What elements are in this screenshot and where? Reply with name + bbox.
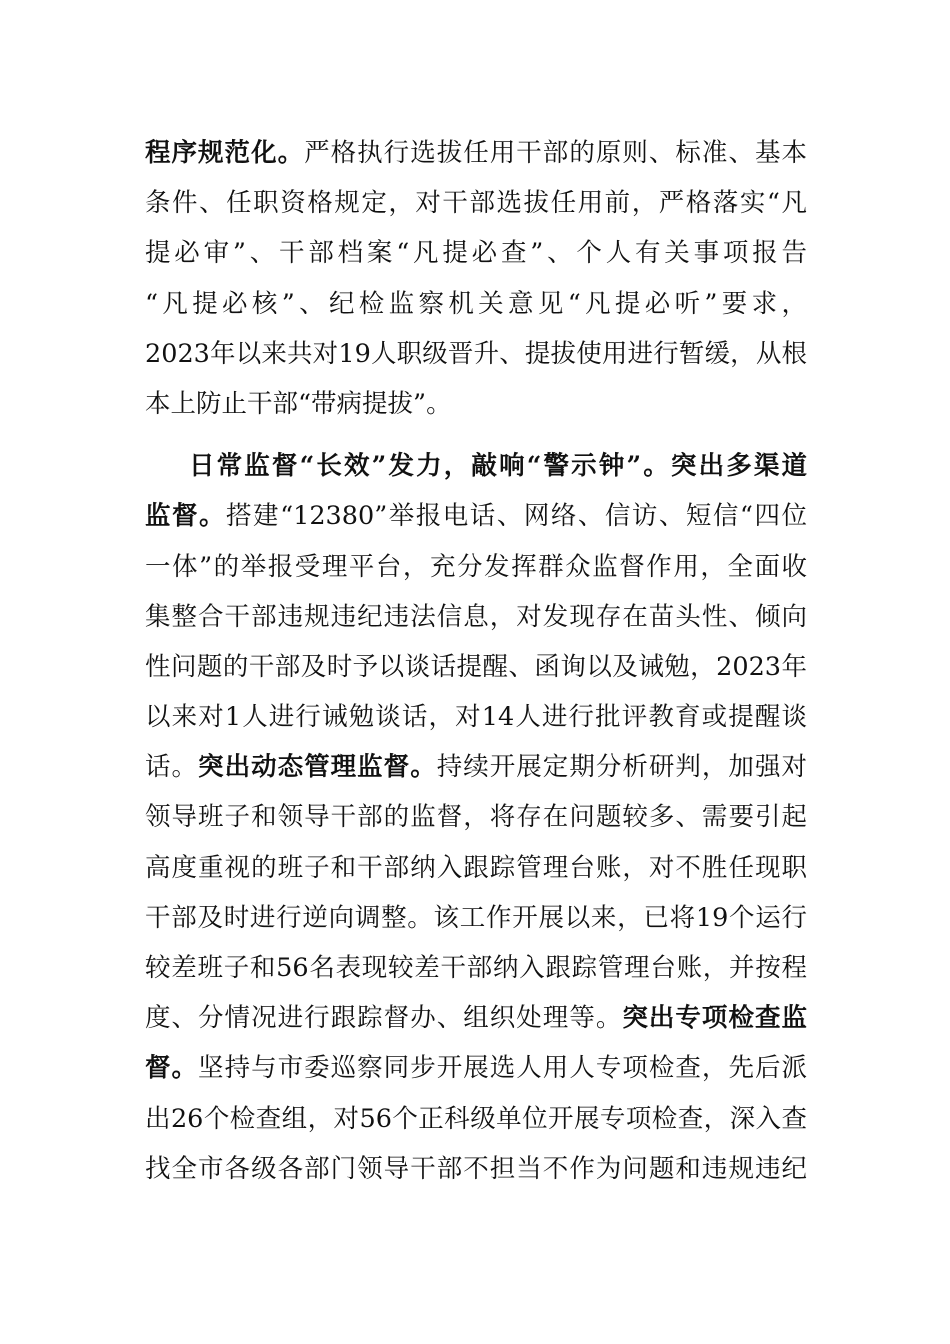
text-run: 严格执行选拔任用干部的原则、标准、基本 — [304, 138, 807, 168]
text-run: 条件、任职资格规定，对干部选拔任用前，严格落实“凡 — [145, 188, 807, 219]
text-line — [145, 178, 807, 228]
text-bold-heading: 督。 — [145, 1053, 199, 1084]
text-run: 一体”的举报受理平台，充分发挥群众监督作用，全面收 — [145, 551, 807, 582]
text-line — [145, 1043, 807, 1093]
text-run: 干部及时进行逆向调整。该工作开展以来，已将19个运行 — [145, 902, 807, 933]
text-run: 本上防止干部“带病提拔”。 — [145, 388, 452, 419]
text-run: 高度重视的班子和干部纳入跟踪管理台账，对不胜任现职 — [145, 852, 807, 883]
text-line — [145, 943, 807, 993]
text-run: 持续开展定期分析研判，加强对 — [436, 752, 807, 783]
text-run: 提必审”、干部档案“凡提必查”、个人有关事项报告 — [145, 238, 807, 269]
text-run: 坚持与市委巡察同步开展选人用人专项检查，先后派 — [198, 1053, 807, 1084]
text-line — [145, 329, 807, 379]
text-bold-heading: 突出专项检查监 — [622, 1003, 807, 1034]
paragraph-program-standardization — [145, 128, 807, 429]
text-line — [145, 993, 807, 1043]
text-bold-heading: 监督。 — [145, 501, 227, 532]
text-run: 出26个检查组，对56个正科级单位开展专项检查，深入查 — [145, 1103, 807, 1134]
text-run: 话。 — [145, 752, 199, 783]
text-run: 性问题的干部及时予以谈话提醒、函询以及诫勉，2023年 — [145, 651, 807, 682]
text-run: 度、分情况进行跟踪督办、组织处理等。 — [145, 1003, 623, 1034]
text-run: 2023年以来共对19人职级晋升、提拔使用进行暂缓，从根 — [145, 338, 807, 369]
text-line — [145, 792, 807, 842]
document-body — [145, 128, 807, 1194]
text-line — [145, 1144, 807, 1194]
text-run: 找全市各级各部门领导干部不担当不作为问题和违规违纪 — [145, 1153, 807, 1184]
text-line — [145, 843, 807, 893]
text-line — [145, 491, 807, 541]
text-line — [145, 279, 807, 329]
text-run: 较差班子和56名表现较差干部纳入跟踪管理台账，并按程 — [145, 953, 807, 983]
text-run: 集整合干部违规违纪违法信息，对发现存在苗头性、倾向 — [145, 601, 807, 632]
text-bold-heading: 突出动态管理监督。 — [198, 752, 437, 783]
paragraph-spacer — [145, 429, 807, 441]
text-line — [145, 441, 807, 491]
text-bold-heading: 日常监督“长效”发力，敲响“警示钟”。突出多渠道 — [189, 451, 807, 482]
text-run: 领导班子和领导干部的监督，将存在问题较多、需要引起 — [145, 802, 807, 833]
text-line — [145, 128, 807, 178]
text-bold-heading: 程序规范化。 — [145, 138, 305, 168]
text-line — [145, 592, 807, 642]
text-line — [145, 692, 807, 742]
text-line — [145, 228, 807, 278]
text-line — [145, 893, 807, 943]
text-line — [145, 379, 807, 429]
text-line — [145, 742, 807, 792]
text-run: 搭建“12380”举报电话、网络、信访、短信“四位 — [226, 501, 807, 532]
text-run: “凡提必核”、纪检监察机关意见“凡提必听”要求， — [145, 288, 807, 319]
text-line — [145, 542, 807, 592]
text-run: 以来对1人进行诫勉谈话，对14人进行批评教育或提醒谈 — [145, 702, 807, 733]
text-line — [145, 1094, 807, 1144]
paragraph-daily-supervision — [145, 441, 807, 1194]
text-line — [145, 642, 807, 692]
